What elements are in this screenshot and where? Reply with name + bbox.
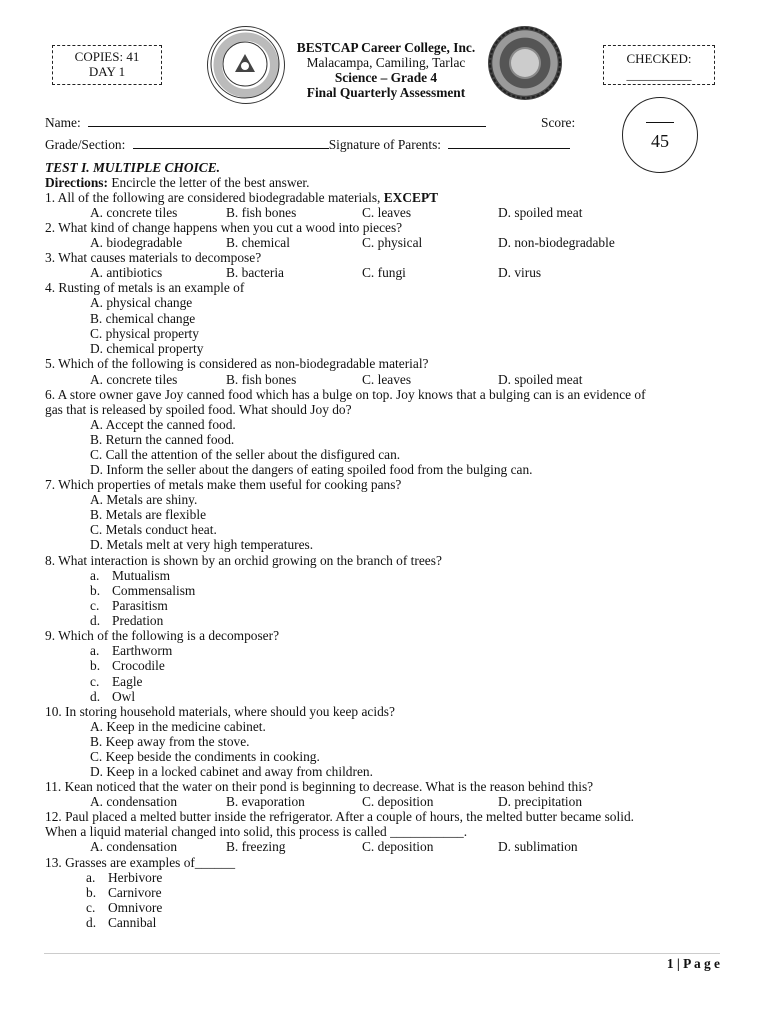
q5-option-c[interactable]: C. leaves	[362, 372, 412, 387]
q10-option-c[interactable]: C. Keep beside the condiments in cooking.	[90, 749, 320, 764]
grade-section-label: Grade/Section:	[45, 137, 126, 152]
bestcap-seal-logo	[488, 26, 562, 100]
q11-option-d[interactable]: D. precipitation	[498, 794, 583, 809]
name-label: Name:	[45, 115, 81, 130]
q6-option-a[interactable]: A. Accept the canned food.	[90, 417, 236, 432]
q10-option-a[interactable]: A. Keep in the medicine cabinet.	[90, 719, 266, 734]
question-12-line-2: When a liquid material changed into solid, this process is called ___________.	[45, 824, 468, 839]
question-11: 11. Kean noticed that the water on their pond is beginning to decrease. What is the reason behind this?	[45, 779, 594, 794]
question-10: 10. In storing household materials, where should you keep acids?	[45, 704, 395, 719]
day-label: DAY 1	[88, 64, 126, 79]
q13-option-d[interactable]: d. Cannibal	[86, 915, 157, 930]
q9-option-b[interactable]: b. Crocodile	[90, 658, 165, 673]
q7-option-c[interactable]: C. Metals conduct heat.	[90, 522, 217, 537]
q12-option-b[interactable]: B. freezing	[226, 839, 286, 854]
q5-option-d[interactable]: D. spoiled meat	[498, 372, 583, 387]
page-number: 1 | P a g e	[666, 956, 720, 971]
question-3: 3. What causes materials to decompose?	[45, 250, 262, 265]
school-address: Malacampa, Camiling, Tarlac	[306, 55, 466, 70]
checked-blank: __________	[626, 67, 692, 82]
q1-option-d[interactable]: D. spoiled meat	[498, 205, 583, 220]
q12-option-a[interactable]: A. condensation	[90, 839, 178, 854]
q2-option-d[interactable]: D. non-biodegradable	[498, 235, 615, 250]
question-6-line-2: gas that is released by spoiled food. What should Joy do?	[45, 402, 352, 417]
q1-option-b[interactable]: B. fish bones	[226, 205, 297, 220]
question-12-line-1: 12. Paul placed a melted butter inside the refrigerator. After a couple of hours, the melted butter became solid.	[45, 809, 634, 824]
q7-option-d[interactable]: D. Metals melt at very high temperatures.	[90, 537, 314, 552]
q10-option-d[interactable]: D. Keep in a locked cabinet and away from children.	[90, 764, 373, 779]
except-emphasis: EXCEPT	[383, 190, 439, 205]
q6-option-c[interactable]: C. Call the attention of the seller about the disfigured can.	[90, 447, 401, 462]
grade-section-field[interactable]	[133, 137, 329, 149]
q5-option-a[interactable]: A. concrete tiles	[90, 372, 178, 387]
q6-option-d[interactable]: D. Inform the seller about the dangers of eating spoiled food from the bulging can.	[90, 462, 533, 477]
q11-option-b[interactable]: B. evaporation	[226, 794, 305, 809]
q3-option-b[interactable]: B. bacteria	[226, 265, 284, 280]
q8-option-d[interactable]: d. Predation	[90, 613, 164, 628]
question-5: 5. Which of the following is considered as non-biodegradable material?	[45, 356, 429, 371]
score-blank[interactable]	[646, 122, 674, 123]
q1-option-a[interactable]: A. concrete tiles	[90, 205, 178, 220]
q1-option-c[interactable]: C. leaves	[362, 205, 412, 220]
directions-label: Directions:	[45, 175, 108, 190]
score-label: Score:	[541, 115, 576, 130]
q2-option-b[interactable]: B. chemical	[226, 235, 290, 250]
q13-option-c[interactable]: c. Omnivore	[86, 900, 163, 915]
q4-option-c[interactable]: C. physical property	[90, 326, 199, 341]
q9-option-d[interactable]: d. Owl	[90, 689, 136, 704]
q12-option-d[interactable]: D. sublimation	[498, 839, 578, 854]
q10-option-b[interactable]: B. Keep away from the stove.	[90, 734, 250, 749]
q4-option-a[interactable]: A. physical change	[90, 295, 193, 310]
q3-option-d[interactable]: D. virus	[498, 265, 542, 280]
score-circle	[622, 97, 698, 173]
q5-option-b[interactable]: B. fish bones	[226, 372, 297, 387]
parents-signature-field[interactable]	[448, 137, 570, 149]
question-2: 2. What kind of change happens when you cut a wood into pieces?	[45, 220, 403, 235]
q3-option-a[interactable]: A. antibiotics	[90, 265, 163, 280]
checked-label: CHECKED:	[626, 51, 692, 66]
exam-title: Final Quarterly Assessment	[306, 85, 466, 100]
q2-option-a[interactable]: A. biodegradable	[90, 235, 183, 250]
test-title: TEST I. MULTIPLE CHOICE.	[45, 160, 220, 175]
question-13: 13. Grasses are examples of______	[45, 855, 236, 870]
grade-row	[45, 137, 570, 152]
question-4: 4. Rusting of metals is an example of	[45, 280, 245, 295]
directions-text: Encircle the letter of the best answer.	[107, 175, 310, 190]
copies-box	[52, 45, 162, 85]
question-8: 8. What interaction is shown by an orchid growing on the branch of trees?	[45, 553, 442, 568]
q7-option-a[interactable]: A. Metals are shiny.	[90, 492, 198, 507]
q11-option-a[interactable]: A. condensation	[90, 794, 178, 809]
q9-option-a[interactable]: a. Earthworm	[90, 643, 173, 658]
question-6-line-1: 6. A store owner gave Joy canned food which has a bulge on top. Joy knows that a bulging can is an evidence of	[45, 387, 646, 402]
parents-signature-label: Signature of Parents:	[328, 137, 441, 152]
q13-option-b[interactable]: b. Carnivore	[86, 885, 162, 900]
copies-count: COPIES: 41	[74, 49, 140, 64]
question-7: 7. Which properties of metals make them useful for cooking pans?	[45, 477, 402, 492]
q4-option-d[interactable]: D. chemical property	[90, 341, 204, 356]
footer-divider	[44, 953, 720, 954]
question-1: 1. All of the following are considered biodegradable materials, EXCEPT	[45, 190, 439, 205]
question-9: 9. Which of the following is a decomposer?	[45, 628, 280, 643]
q8-option-c[interactable]: c. Parasitism	[90, 598, 168, 613]
q4-option-b[interactable]: B. chemical change	[90, 311, 196, 326]
score-total: 45	[651, 131, 669, 151]
q2-option-c[interactable]: C. physical	[362, 235, 423, 250]
q12-option-c[interactable]: C. deposition	[362, 839, 434, 854]
q11-option-c[interactable]: C. deposition	[362, 794, 434, 809]
checked-box	[603, 45, 715, 85]
subject-grade: Science – Grade 4	[334, 70, 438, 85]
q6-option-b[interactable]: B. Return the canned food.	[90, 432, 235, 447]
q7-option-b[interactable]: B. Metals are flexible	[90, 507, 207, 522]
q8-option-a[interactable]: a. Mutualism	[90, 568, 171, 583]
q3-option-c[interactable]: C. fungi	[362, 265, 406, 280]
q9-option-c[interactable]: c. Eagle	[90, 674, 143, 689]
q8-option-b[interactable]: b. Commensalism	[90, 583, 196, 598]
q13-option-a[interactable]: a. Herbivore	[86, 870, 163, 885]
directions	[45, 175, 310, 190]
name-row	[45, 115, 486, 130]
name-field[interactable]	[88, 115, 486, 127]
school-name: BESTCAP Career College, Inc.	[296, 40, 476, 55]
